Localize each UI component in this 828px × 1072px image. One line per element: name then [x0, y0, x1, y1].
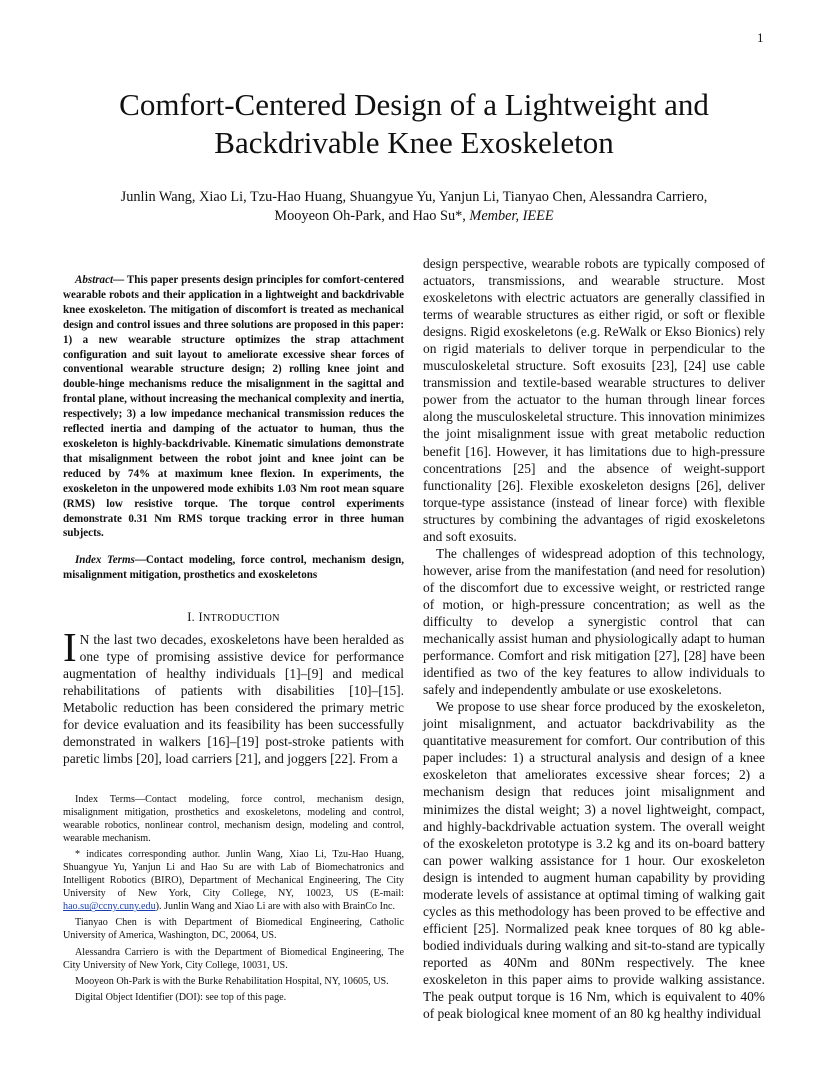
index-terms-text: —Contact modeling, force control, mechanism design, misalignment mitigation, prosthetics and exoskeletons	[63, 554, 404, 582]
footnote-authors	[63, 848, 404, 913]
intro-paragraph-1-text: N the last two decades, exoskeletons have been heralded as one type of promising assistive device for performance augmentation of healthy individuals [1]–[9] and medical rehabilitations of patients with disabilities [10]–[15]. Metabolic reduction has been considered the primary metric for device evaluation and its feasibility has been successfully demonstrated in walkers [16]–[19] post-stroke patients with paretic limbs [20], load carriers [21], and joggers [22]. From a	[63, 632, 404, 767]
footnote-authors-text: * indicates corresponding author. Junlin Wang, Xiao Li, Tzu-Hao Huang, Shuangyue Yu, Yanjun Li and Hao Su are with Lab of Biomechatronics and Intelligent Robotics (BIRO), Department of Mechanical Engineering, The City University of New York, City College, NY, 10023, US (E-mail:	[63, 849, 404, 900]
drop-cap: I	[63, 624, 77, 671]
abstract-dash: —	[113, 274, 127, 286]
author-list	[70, 188, 758, 225]
right-paragraph-3: We propose to use shear force produced by the exoskeleton, joint misalignment, and actuator backdrivability as the quantitative measurement for comfort. Our contribution of this paper includes: 1) a structural analysis and design of a knee exoskeleton that ameliorates excessive shear forces; 2) a mechanism design that reduces joint misalignment and minimizes the distal weight; 3) a novel lightweight, compact, and highly-backdrivable actuation system. The overall weight of the exoskeleton prototype is 3.2 kg and its on-board battery can power walking assistance for 1 hour. Our exoskeleton design is intended to augment human capability by providing moderate levels of assistance at optimal timing of walking gait cycles as this methodology has been proved to be effective and efficient [25]. Normalized peak knee torques of 80 kg able-bodied individuals during walking and sit-to-stand are typically reported as 40Nm and 80Nm respectively. The knee exoskeleton in this paper aims to provide walking assistance. The peak output torque is 16 Nm, which is equivalent to 40% of peak biological knee moment of an 80 kg healthy individual	[423, 699, 765, 1022]
footnote-doi: Digital Object Identifier (DOI): see top of this page.	[75, 991, 287, 1003]
section-first-letter: I	[198, 610, 203, 625]
page-number: 1	[757, 30, 764, 45]
footnote-authors-text-end: ). Junlin Wang and Xiao Li are with also with BrainCo Inc.	[155, 901, 396, 913]
authors-membership: Member, IEEE	[469, 207, 554, 224]
right-column	[423, 255, 765, 1022]
index-terms	[63, 553, 404, 583]
footnote-oh-park: Mooyeon Oh-Park is with the Burke Rehabilitation Hospital, NY, 10605, US.	[75, 975, 389, 987]
footnote-carriero: Alessandra Carriero is with the Department of Biomedical Engineering, The City University of New York, City College, 10031, US.	[63, 946, 404, 971]
index-terms-lead: Index Terms	[75, 554, 135, 567]
abstract-text: This paper presents design principles for comfort-centered wearable robots and their application in a lightweight and backdrivable knee exoskeleton. The mitigation of discomfort is treated as mechanical design and control issues and three solutions are proposed in this paper: 1) a new wearable structure optimizes the strap attachment configuration and suit layout to ameliorate excessive shear forces of conventional wearable structure design; 2) rolling knee joint and double-hinge mechanisms reduce the misalignment in the sagittal and frontal plane, without increasing the mechanical complexity and inertia, respectively; 3) a low impedance mechanical transmission reduces the reflected inertia and damping of the actuator to human, thus the exoskeleton is highly-backdrivable. Kinematic simulations demonstrate that misalignment between the robot joint and knee joint can be reduced by 74% at maximum knee flexion. In experiments, the exoskeleton in the unpowered mode exhibits 1.03 Nm root mean square (RMS) low resistive torque. The torque control experiments demonstrate 0.31 Nm RMS torque tracking error in three human subjects.	[63, 274, 405, 540]
right-paragraph-1: design perspective, wearable robots are typically composed of actuators, transmissions, and wearable structure. Most exoskeletons with electric actuators are generally classified in terms of wearable structures as either rigid, or soft or flexible designs. Rigid exoskeletons (e.g. ReWalk or Ekso Bionics) rely on rigid materials to deliver torque in perpendicular to the musculoskeletal structure. Soft exosuits [23], [24] use cable transmission and textile-based wearable structures to deliver power from the actuator to the human through linear forces along the musculoskeletal structure. This innovation minimizes the joint misalignment issue with great metabolic reduction benefit [16]. However, it has limitations due to high-pressure concentrations [25] and the absence of weight-support functionality [26]. Flexible exoskeleton designs [26], deliver torque-type assistance (instead of linear force) with flexible structures by combining the advantages of rigid exoskeletons and soft exosuits.	[423, 256, 765, 544]
footnote-chen: Tianyao Chen is with Department of Biomedical Engineering, Catholic University of America, Washington, DC, 20064, US.	[63, 917, 404, 942]
section-title-rest: NTRODUCTION	[202, 613, 280, 625]
abstract-lead: Abstract	[75, 274, 114, 286]
authors-line-2: Mooyeon Oh-Park, and Hao Su*,	[274, 207, 470, 224]
section-heading-introduction	[63, 610, 404, 625]
title-line-1: Comfort-Centered Design of a Lightweight and	[119, 87, 709, 122]
section-numeral: I.	[187, 610, 199, 625]
left-column	[63, 273, 404, 768]
email-link[interactable]: hao.su@ccny.cuny.edu	[63, 901, 156, 913]
intro-paragraph-1	[63, 624, 404, 767]
paper-title	[60, 86, 768, 162]
abstract	[63, 273, 404, 541]
footnote-index-terms: Index Terms—Contact modeling, force control, mechanism design, misalignment mitigation, prosthetics and exoskeletons, modeling and control, wearable robotics, nonlinear control, mechanism design, modeling and control, wearable mechanism.	[63, 794, 404, 845]
title-line-2: Backdrivable Knee Exoskeleton	[214, 125, 614, 160]
footnotes	[63, 793, 404, 1007]
authors-line-1: Junlin Wang, Xiao Li, Tzu-Hao Huang, Shuangyue Yu, Yanjun Li, Tianyao Chen, Alessandra Carriero,	[120, 189, 708, 205]
right-paragraph-2: The challenges of widespread adoption of this technology, however, arise from the manifestation (and need for resolution) of the discomfort due to excessive weight, or restricted range of motion, or high-pressure concentration; as well as the difficulty to develop a synergistic control that can mechanically assist human and physiologically adapt to human performance. Comfort and risk mitigation [27], [28] have been identified as two of the key features to allow individuals to safely and independently ambulate or use exoskeletons.	[423, 545, 765, 698]
